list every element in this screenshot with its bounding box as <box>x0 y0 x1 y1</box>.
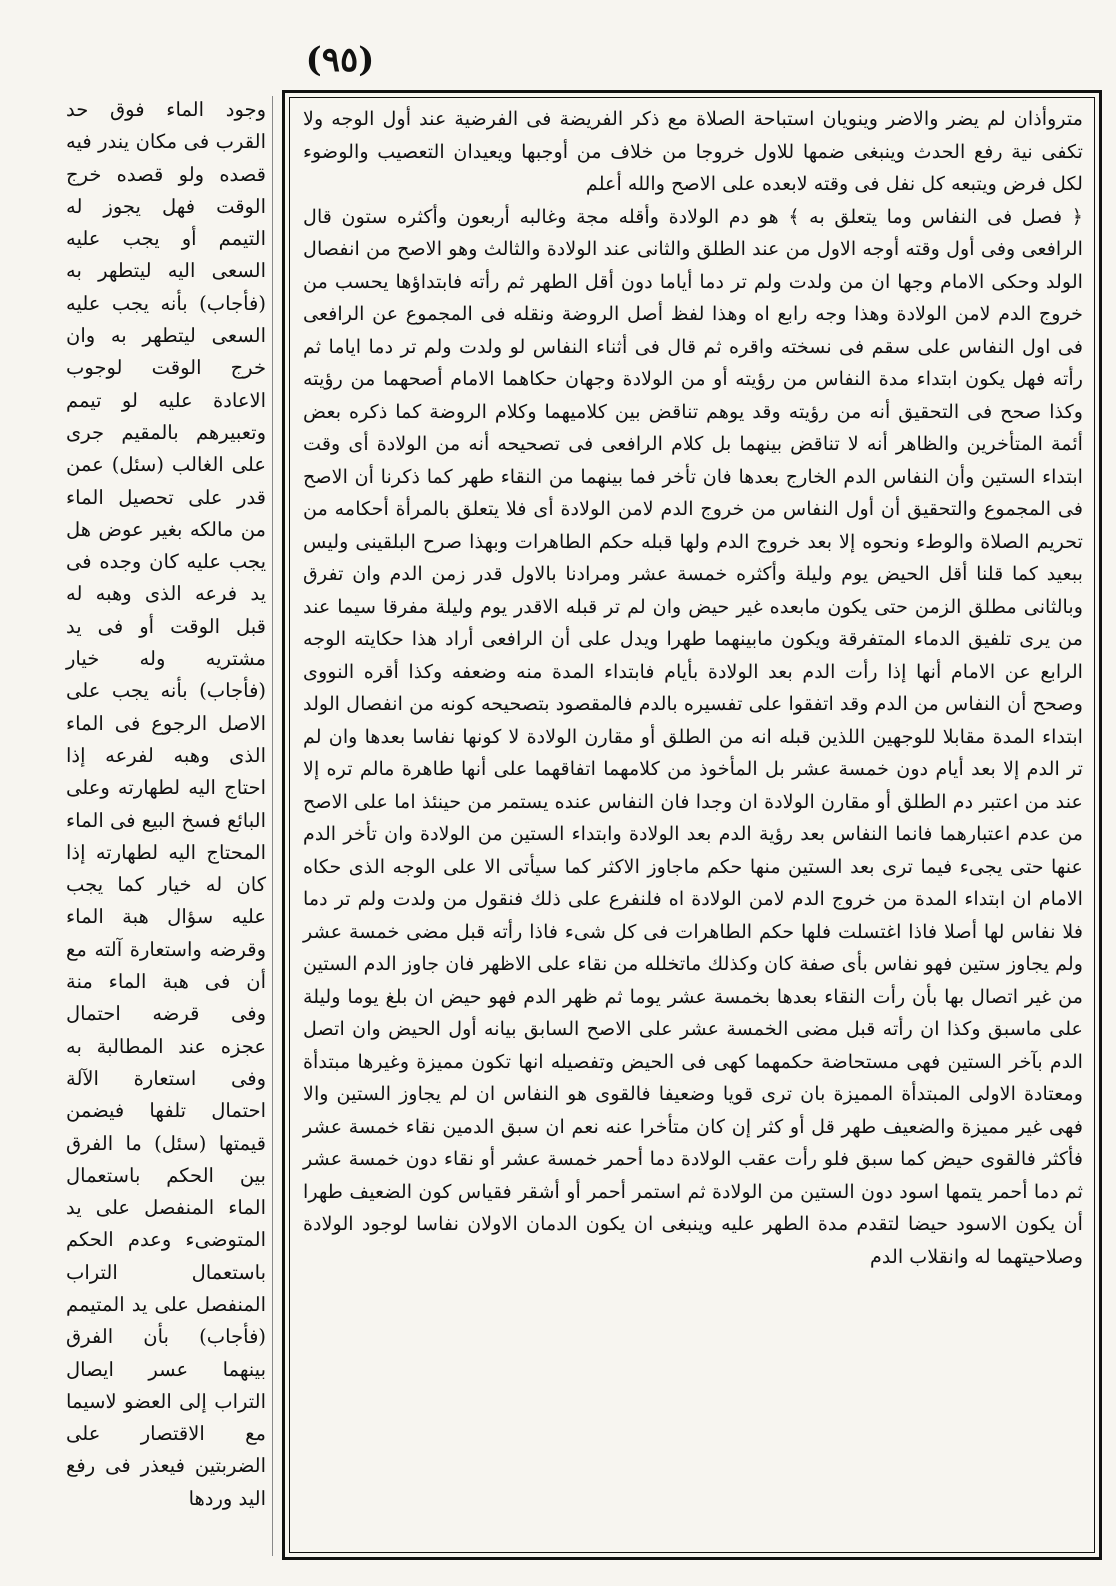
main-text-column <box>303 103 1083 1273</box>
main-paragraph: ﴿ فصل فى النفاس وما يتعلق به ﴾ هو دم الولادة وأقله مجة وغالبه أربعون وأكثره ستون قال الرافعى وفى أول وقته أوجه الاول من عند الطلق والثانى عند الولادة والثالث وهو الاصح من انفصال الولد وحكى الامام وجها ان من ولدت ولم تر دما أياما دون أقل الطهر ثم رأته فابتداؤها يحسب من خروج الدم لامن الولادة وهذا وجه رابع اه وهذا لفظ أصل الروضة ونقله فى المجموع عن الرافعى فى اول النفاس على سقم فى نسخته واقره ثم قال فى أثناء النفاس لو ولدت ولم تر دما اياما ثم رأته فهل يكون ابتداء مدة النفاس من رؤيته أو من الولادة وجهان حكاهما الامام أصحهما من رؤيته وكذا صحح فى التحقيق أنه من رؤيته وقد يوهم تناقض بين كلاميهما وكلام الروضة كما ذكره بعض أئمة المتأخرين والظاهر أنه لا تناقض بينهما بل كلام الرافعى فى تصحيحه أنه من الولادة أى وقت ابتداء الستين وأن النفاس الدم الخارج بعدها فان تأخر فما بينهما من النقاء طهر كما ذكرنا أن الاصح فى المجموع والتحقيق أن أول النفاس من خروج الدم لامن الولادة أى فلا يتعلق بالمرأة أحكامه من تحريم الصلاة والوطء ونحوه إلا بعد خروج الدم ولها قبله حكم الطاهرات وبهذا صرح البلقينى وليس ببعيد كما قلنا أقل الحيض يوم وليلة وأكثره خمسة عشر ومرادنا بالاول قدر زمن الدم وان تفرق وبالثانى مطلق الزمن حتى يكون مابعده غير حيض وان لم تر قبله الاقدر يوم وليلة مفرقا سيما عند من يرى تلفيق الدماء المتفرقة ويكون مابينهما طهرا ويدل على أن الرافعى أراد هذا حكايته الوجه الرابع عن الامام أنها إذا رأت الدم بعد الولادة بأيام فابتداء المدة منه وضعفه وكذا أقره النووى وصحح أن النفاس من الدم وقد اتفقوا على تفسيره بالدم فالمقصود بتصحيحه كونه من انفصال الولد ابتداء المدة مقابلا للوجهين اللذين قبله انه من الطلق أو مقارن الولادة لا كونها نفاسا بعدها وان لم تر الدم إلا بعد أيام دون خمسة عشر بل المأخوذ من كلامهما اتفاقهما على أنها طاهرة مالم تره إلا عند من اعتبر دم الطلق أو مقارن الولادة ان وجدا فان النفاس عنده يستمر من حينئذ اما على الاصح من عدم اعتبارهما فانما النفاس بعد رؤية الدم بعد الولادة وابتداء الستين من الولادة وان تأخر الدم عنها حتى يجىء فيما ترى بعد الستين منها حكم ماجاوز الاكثر كما سيأتى الا على الوجه الذى حكاه الامام ان ابتداء المدة من خروج الدم لامن الولادة اه فلنفرع على ذلك فنقول من ولدت ولم تر دما فلا نفاس لها أصلا فاذا اغتسلت فلها حكم الطاهرات فى كل شىء فاذا رأته قبل مضى خمسة عشر ولم يجاوز ستين فهو نفاس بأى صفة كان وكذلك ماتخلله من نقاء على الاظهر فان جاوز الدم الستين من غير اتصال بها بأن رأت النقاء بعدها بخمسة عشر يوما ثم ظهر الدم فهو حيض ان بلغ يوما وليلة على ماسبق وكذا ان رأته قبل مضى الخمسة عشر على الاصح السابق بيانه أول الحيض وان اتصل الدم بآخر الستين فهى مستحاضة حكمهما كهى فى الحيض وتفصيله انها تكون مميزة وغيرها مبتدأة ومعتادة الاولى المبتدأة المميزة بان ترى قويا وضعيفا فالقوى هو النفاس ان لم يجاوز الستين والا فهى غير مميزة والضعيف طهر قل أو كثر إن كان متأخرا عنه نعم ان سبق الدمين نقاء خمسة عشر فأكثر فالقوى حيض كما سبق فلو رأت عقب الولادة دما أحمر خمسة عشر أو نقاء دون خمسة عشر ثم دما أحمر يتمها اسود دون الستين من الولادة ثم استمر أحمر أو أشقر فقياس كون الضعيف طهرا أن يكون الاسود حيضا لتقدم مدة الطهر عليه وينبغى ان يكون الدمان الاولان نفاسا لوجود الولادة وصلاحيتهما له وانقلاب الدم <box>303 204 1083 1268</box>
column-divider <box>272 96 273 1556</box>
page-number: (٩٥) <box>305 40 375 80</box>
main-paragraph: متروأذان لم يضر والاضر وينويان استباحة الصلاة مع ذكر الفريضة فى الفرضية عند أول الوجه ولا تكفى نية رفع الحدث وينبغى ضمها للاول خروجا من خلاف من أوجبها ويعيدان التعصيب والوضوء لكل فرض ويتبعه كل نفل فى وقته لابعده على الاصح والله أعلم <box>303 107 1083 195</box>
margin-paragraph: وجود الماء فوق حد القرب فى مكان يندر فيه قصده ولو قصده خرج الوقت فهل يجوز له التيمم أو يجب عليه السعى اليه ليتطهر به (فأجاب) بأنه يجب عليه السعى ليتطهر به وان خرج الوقت لوجوب الاعادة عليه لو تيمم وتعبيرهم بالمقيم جرى على الغالب (سئل) عمن قدر على تحصيل الماء من مالكه بغير عوض هل يجب عليه كان وجده فى يد فرعه الذى وهبه له قبل الوقت أو فى يد مشتريه وله خيار (فأجاب) بأنه يجب على الاصل الرجوع فى الماء الذى وهبه لفرعه إذا احتاج اليه لطهارته وعلى البائع فسخ البيع فى الماء المحتاج اليه لطهارته إذا كان له خيار كما يجب عليه سؤال هبة الماء وقرضه واستعارة آلته مع أن فى هبة الماء منة وفى قرضه احتمال عجزه عند المطالبة به وفى استعارة الآلة احتمال تلفها فيضمن قيمتها (سئل) ما الفرق بين الحكم باستعمال الماء المنفصل على يد المتوضىء وعدم الحكم باستعمال التراب المنفصل على يد المتيمم (فأجاب) بأن الفرق بينهما عسر ايصال التراب إلى العضو لاسيما مع الاقتصار على الضربتين فيعذر فى رفع اليد وردها <box>66 98 266 1510</box>
main-text-frame <box>282 90 1102 1560</box>
margin-text-column <box>66 94 266 1515</box>
